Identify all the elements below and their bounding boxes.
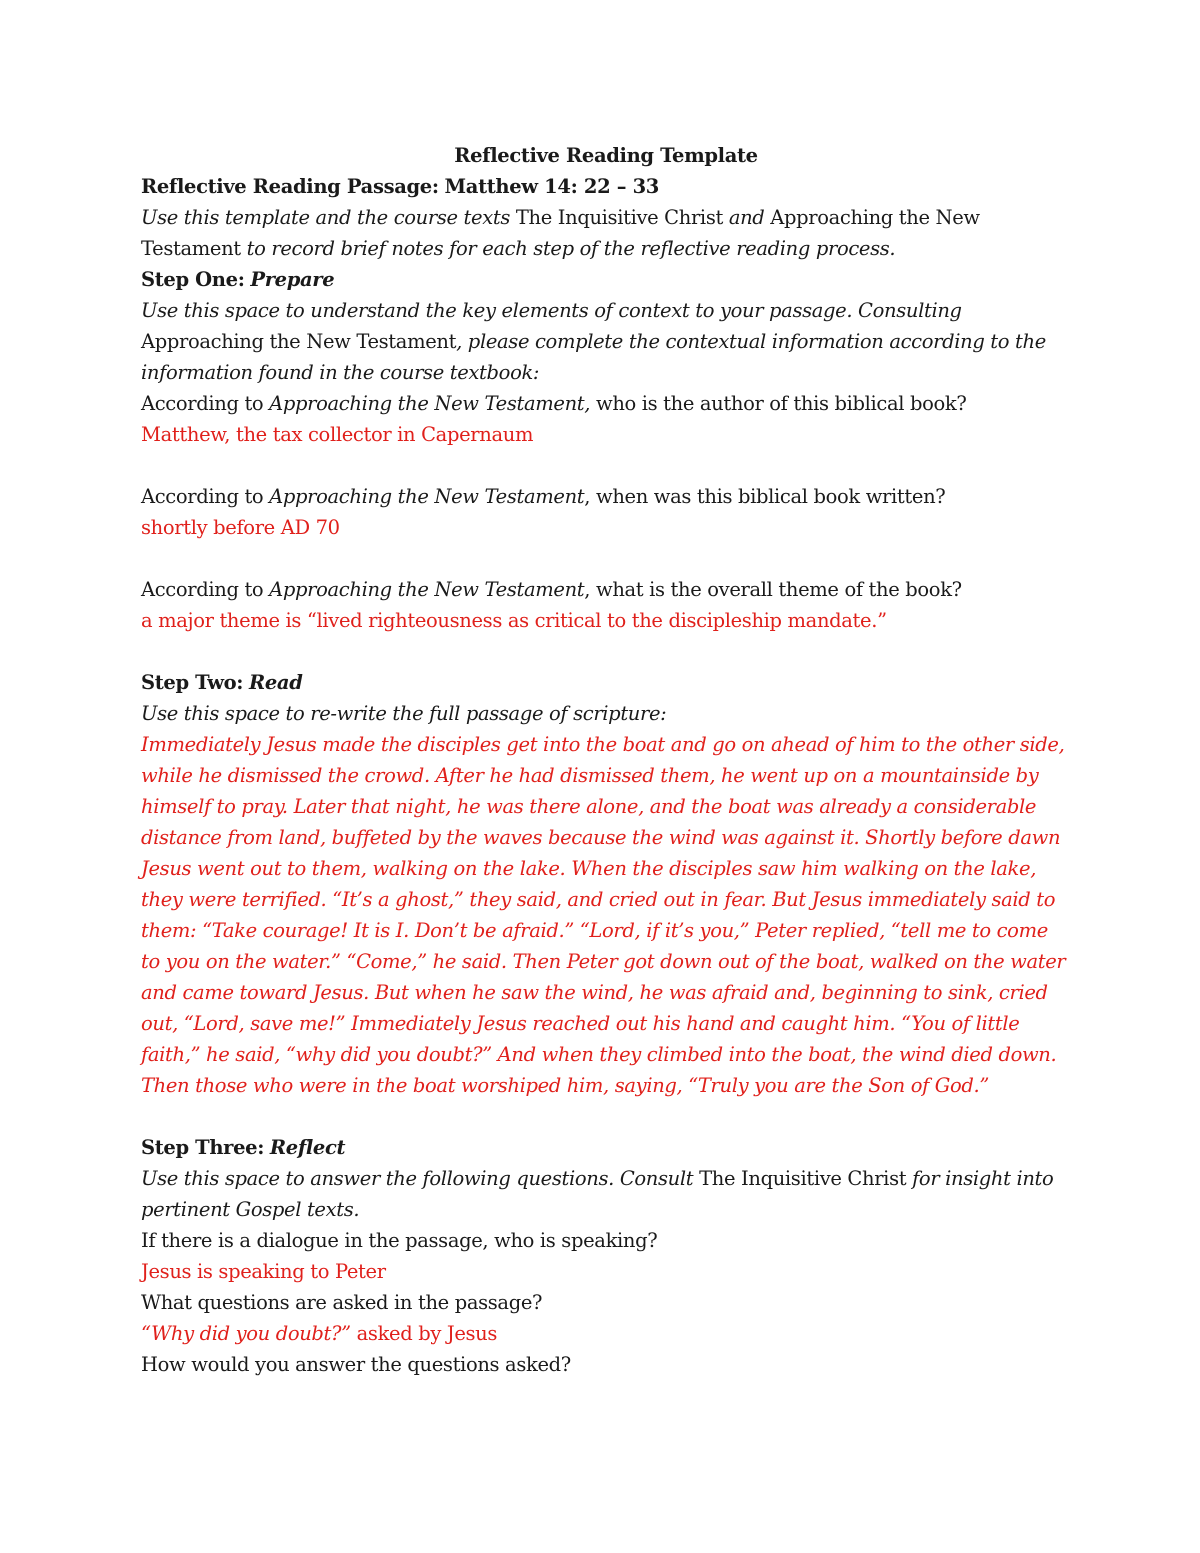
intro-instructions — [141, 202, 1071, 264]
step-one-heading — [141, 264, 1071, 295]
question-dialogue: If there is a dialogue in the passage, who is speaking? — [141, 1229, 658, 1252]
step-one-instr-book: Approaching the New Testament — [141, 330, 457, 353]
intro-text-2: to record brief notes for each step of the reflective reading process. — [246, 237, 896, 260]
question-author-book: Approaching the New Testament, — [269, 392, 591, 415]
step-two-heading — [141, 667, 1071, 698]
question-date-post: , when was this biblical book written? — [584, 485, 946, 508]
step-three-name: Reflect — [269, 1136, 346, 1159]
intro-text-1: Use this template and the course texts — [141, 206, 511, 229]
step-three-instr-2: for insight into pertinent Gospel texts. — [141, 1167, 1054, 1221]
answer-dialogue: Jesus is speaking to Peter — [141, 1260, 386, 1283]
step-two-label: Step Two: — [141, 671, 244, 694]
step-two-name: Read — [249, 671, 303, 694]
step-one-instr-1: Use this space to understand the key elements of context to your passage. Consulting — [141, 299, 962, 322]
scripture-passage: Immediately Jesus made the disciples get into the boat and go on ahead of him to the other side, while he dismissed the crowd. After he had dismissed them, he went up on a mountainside by himself to pray. Later that night, he was there alone, and the boat was already a considerable distance from land, buffeted by the waves because the wind was against it. Shortly before dawn Jesus went out to them, walking on the lake. When the disciples saw him walking on the lake, they were terrified. “It’s a ghost,” they said, and cried out in fear. But Jesus immediately said to them: “Take courage! It is I. Don’t be afraid.” “Lord, if it’s you,” Peter replied, “tell me to come to you on the water.” “Come,” he said. Then Peter got down out of the boat, walked on the water and came toward Jesus. But when he saw the wind, he was afraid and, beginning to sink, cried out, “Lord, save me!” Immediately Jesus reached out his hand and caught him. “You of little faith,” he said, “why did you doubt?” And when they climbed into the boat, the wind died down. Then those who were in the boat worshiped him, saying, “Truly you are the Son of God.” — [141, 733, 1066, 1097]
intro-text-and: and — [728, 206, 765, 229]
answer-quote-rest: asked by Jesus — [350, 1322, 498, 1345]
answer-author: Matthew, the tax collector in Capernaum — [141, 423, 534, 446]
step-one-name: Prepare — [250, 268, 335, 291]
spacer — [141, 450, 1071, 481]
answer-quote: “Why did you doubt?” — [141, 1322, 351, 1345]
spacer — [141, 543, 1071, 574]
answer-date: shortly before AD 70 — [141, 516, 340, 539]
question-theme — [141, 574, 1071, 605]
answer-questions-asked — [141, 1318, 1071, 1349]
question-theme-book: Approaching the New Testament — [269, 578, 585, 601]
passage-reference-line — [141, 171, 1071, 202]
document-page — [141, 140, 1071, 1380]
step-three-instr-book: The Inquisitive Christ — [693, 1167, 913, 1190]
question-how-answer: How would you answer the questions asked? — [141, 1353, 571, 1376]
step-one-instr-2: , please complete the contextual information according to the information found in the course textbook: — [141, 330, 1046, 384]
step-two-instructions: Use this space to re-write the full passage of scripture: — [141, 702, 667, 725]
step-one-label: Step One: — [141, 268, 245, 291]
step-three-label: Step Three: — [141, 1136, 265, 1159]
question-author — [141, 388, 1071, 419]
question-theme-pre: According to — [141, 578, 270, 601]
question-date-book: Approaching the New Testament — [269, 485, 585, 508]
answer-theme: a major theme is “lived righteousness as critical to the discipleship mandate.” — [141, 609, 887, 632]
passage-label: Reflective Reading Passage: — [141, 175, 439, 198]
question-theme-post: , what is the overall theme of the book? — [584, 578, 962, 601]
step-three-instr-1: Use this space to answer the following questions. Consult — [141, 1167, 694, 1190]
question-author-post: who is the author of this biblical book? — [590, 392, 967, 415]
step-three-heading — [141, 1132, 1071, 1163]
passage-reference: Matthew 14: 22 – 33 — [444, 175, 660, 198]
step-three-instructions — [141, 1163, 1071, 1225]
intro-book-inquisitive-christ: The Inquisitive Christ — [510, 206, 729, 229]
step-one-instructions — [141, 295, 1071, 388]
question-author-pre: According to — [141, 392, 270, 415]
question-date — [141, 481, 1071, 512]
intro-book-approaching: Approaching the New Testament — [141, 206, 980, 260]
document-title: Reflective Reading Template — [454, 144, 758, 167]
question-date-pre: According to — [141, 485, 270, 508]
spacer — [141, 636, 1071, 667]
question-questions-asked: What questions are asked in the passage? — [141, 1291, 543, 1314]
spacer — [141, 1101, 1071, 1132]
